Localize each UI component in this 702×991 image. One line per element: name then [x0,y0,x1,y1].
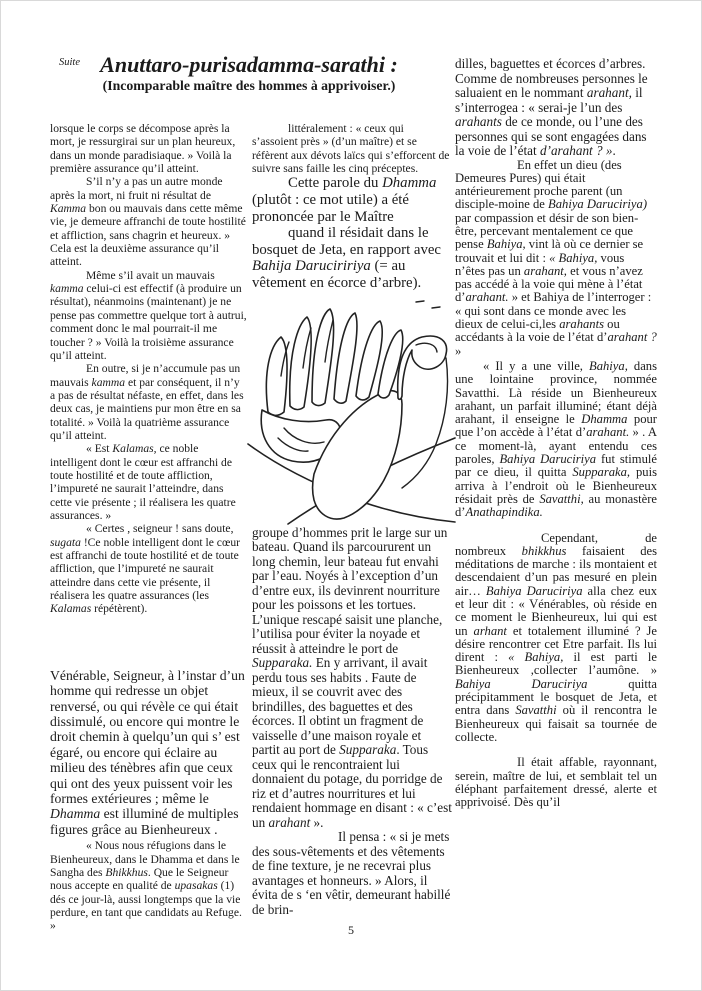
paragraph: « Nous nous réfugions dans le Bienheureux, dans le Dhamma et dans le Sangha des Bhikkhus. Que le Seigneur nous accepte en qualité de upasakas (1) dés ce jour-là, aussi longtemps que la vie perdure, en tant que candidats au Refuge. » [50,839,242,933]
paragraph: lorsque le corps se décompose après la mort, je ressurgirai sur un plan heureux, dans un monde paradisiaque. » Voilà la première assurance qu’il atteint. [50,122,236,176]
paragraph: En outre, si je n’accumule pas un mauvais kamma et par conséquent, il n’y a pas de résultat néfaste, en effet, dans les deux cas, je maintiens pur mon être en sa totalité. » Voilà la quatrième assurance qu’il atteint. [50,362,244,442]
paragraph: « Il y a une ville, Bahiya, dans une lointaine province, nommée Savatthi. Là réside un Bienheureux arahant, un parfait illuminé; étant déjà arahant, il enseigne le Dhamma pour que l’on accède à l’état d’arahant. » . A ce moment-là, ayant entendu ces paroles, Bahiya Daruciriya fut stimulé par ce dieu, il quitta Supparaka, puis arriva à l’endroit où le Bienheureux résidait près de Savatthi, au monastère d’Anathapindika. [455,358,657,520]
paragraph: S’il n’y a pas un autre monde après la mort, ni fruit ni résultat de Kamma bon ou mauvais dans cette même vie, je demeure affranchi de toute hostilité et affliction, sans chagrin et heureux. » Cela est la deuxième assurance qu’il atteint. [50,175,246,269]
column-1 [50,122,247,933]
paragraph: « Est Kalamas, ce noble intelligent dont le cœur est affranchi de toute hostilité et de toute affliction, l’impureté ne saurait l’atteindre, dans cette vie présente ; il réalisera les quatre assurances. » [50,442,236,522]
page-number: 5 [348,923,354,937]
paragraph: Cependant, de nombreux bhikkhus faisaient des méditations de marche : ils montaient et descendaient d’un pas mesuré en plein air… Bahiya Daruciriya alla chez eux et leur dit : « Vénérables, où réside en ce moment le Bienheureux, lui qui est un arhant et totalement illuminé ? Je désire rencontrer cet Etre parfait. Ils lui dirent : « Bahiya, il est parti le Bienheureux ,collecter l’aumône. » Bahiya Daruciriya quitta précipitamment le bosquet de Jeta, et entra dans Savatthi où il rencontra le Bienheureux qui faisait sa tournée de collecte. [455,530,658,744]
suite-label: Suite [59,57,80,68]
paragraph: littéralement : « ceux qui s’assoient près » (d’un maître) et se réfèrent aux dévots laïcs qui s’efforcent de suivre sans faille les cinq préceptes. [252,122,450,176]
column-2-bottom-text [252,526,452,918]
article-title: Anuttaro-purisadamma-sarathi : [100,52,398,77]
paragraph: Vénérable, Seigneur, à l’instar d’un homme qui redresse un objet renversé, ou qui révèle ce qui était dissimulé, ou encore qui montre le droit chemin à quelqu’un qui s’ est égaré, ou encore qui éclaire au milieu des ténèbres afin que ceux qui ont des yeux puissent voir les formes extérieures ; même le Dhamma est illuminé de multiples figures grâce au Bienheureux . [50,667,245,837]
paragraph: groupe d’hommes prit le large sur un bateau. Quand ils parcoururent un long chemin, leur bateau fut envahi par l’eau. Noyés à l’exception d’un d’entre eux, ils devinrent nourriture pour les poissons et les tortues. L’unique rescapé saisit une planche, l’utilisa pour éviter la noyade et réussit à atteindre le port de Supparaka. En y arrivant, il avait perdu tous ses habits . Faute de mieux, il se couvrit avec des brindilles, des baguettes et des écorces. Il obtint un fragment de vaisselle d’une maison royale et partit au port de Supparaka. Tous ceux qui le rencontraient lui donnaient du potage, du porridge de riz et d’autres nourritures et lui rendaient hommage en disant : « c’est un arahant ». [252,524,452,830]
paragraph: quand il résidait dans le bosquet de Jeta, en rapport avec Bahija Daruciririya (= au vêtement en écorce d’arbre). [252,225,441,291]
paragraph: dilles, baguettes et écorces d’arbres. Comme de nombreuses personnes le saluaient en le nommant arahant, il s’interrogea : « serai-je l’un des arahants de ce monde, ou l’une des personnes qui se sont engagées dans la voie de l’état d’arahant ? ». [455,56,648,158]
paragraph: En effet un dieu (des Demeures Pures) qui était antérieurement proche parent (un disciple-moine de Bahiya Daruciriya) par compassion et désir de son bien-être, percevant mentalement ce que pense Bahiya, vint là où ce dernier se trouvait et lui dit : « Bahiya, vous n’êtes pas un arahant, et vous n’avez pas accédé à la voie qui mène à l’état d’arahant. » et Bahiya de l’interroger : « qui sont dans ce monde avec les dieux de celui-ci,les arahants ou accédants à la voie de l’état d’arahant ? » [455,157,657,358]
paragraph: Il était affable, rayonnant, serein, maître de lui, et semblait tel un éléphant parfaitement dressé, alerte et apprivoisé. Dès qu’il [455,755,657,810]
article-header [46,52,452,94]
crossed-hands-drawing [248,296,456,524]
paragraph: Même s’il avait un mauvais kamma celui-ci est effectif (à produire un résultat), néanmoins (maintenant) je ne pense pas commettre quelque tort à autrui, comment donc le mal pourrait-il me toucher ? » Voilà la troisième assurance qu’il atteint. [50,268,247,362]
paragraph: Cette parole du Dhamma (plutôt : ce mot utile) a été prononcée par le Maître [252,175,437,225]
crossed-hands-illustration [248,296,456,524]
paragraph: Il pensa : « si je mets des sous-vêtements et des vêtements de fine texture, je ne recevrai plus avantages et honneurs. » Alors, il évita de s ‘en vêtir, demeurant habillé de brin- [252,829,451,917]
article-subtitle: (Incomparable maître des hommes à apprivoiser.) [102,78,396,93]
column-2 [252,122,452,917]
column-3 [455,57,657,809]
paragraph: « Certes , seigneur ! sans doute, sugata !Ce noble intelligent dont le cœur est affranchi de toute hostilité et de toute affliction, que l’impureté ne saurait atteindre dans cette vie présente, il réalisera les quatre assurances (les Kalamas répétèrent). [50,522,240,616]
column-2-top-text [252,122,452,292]
